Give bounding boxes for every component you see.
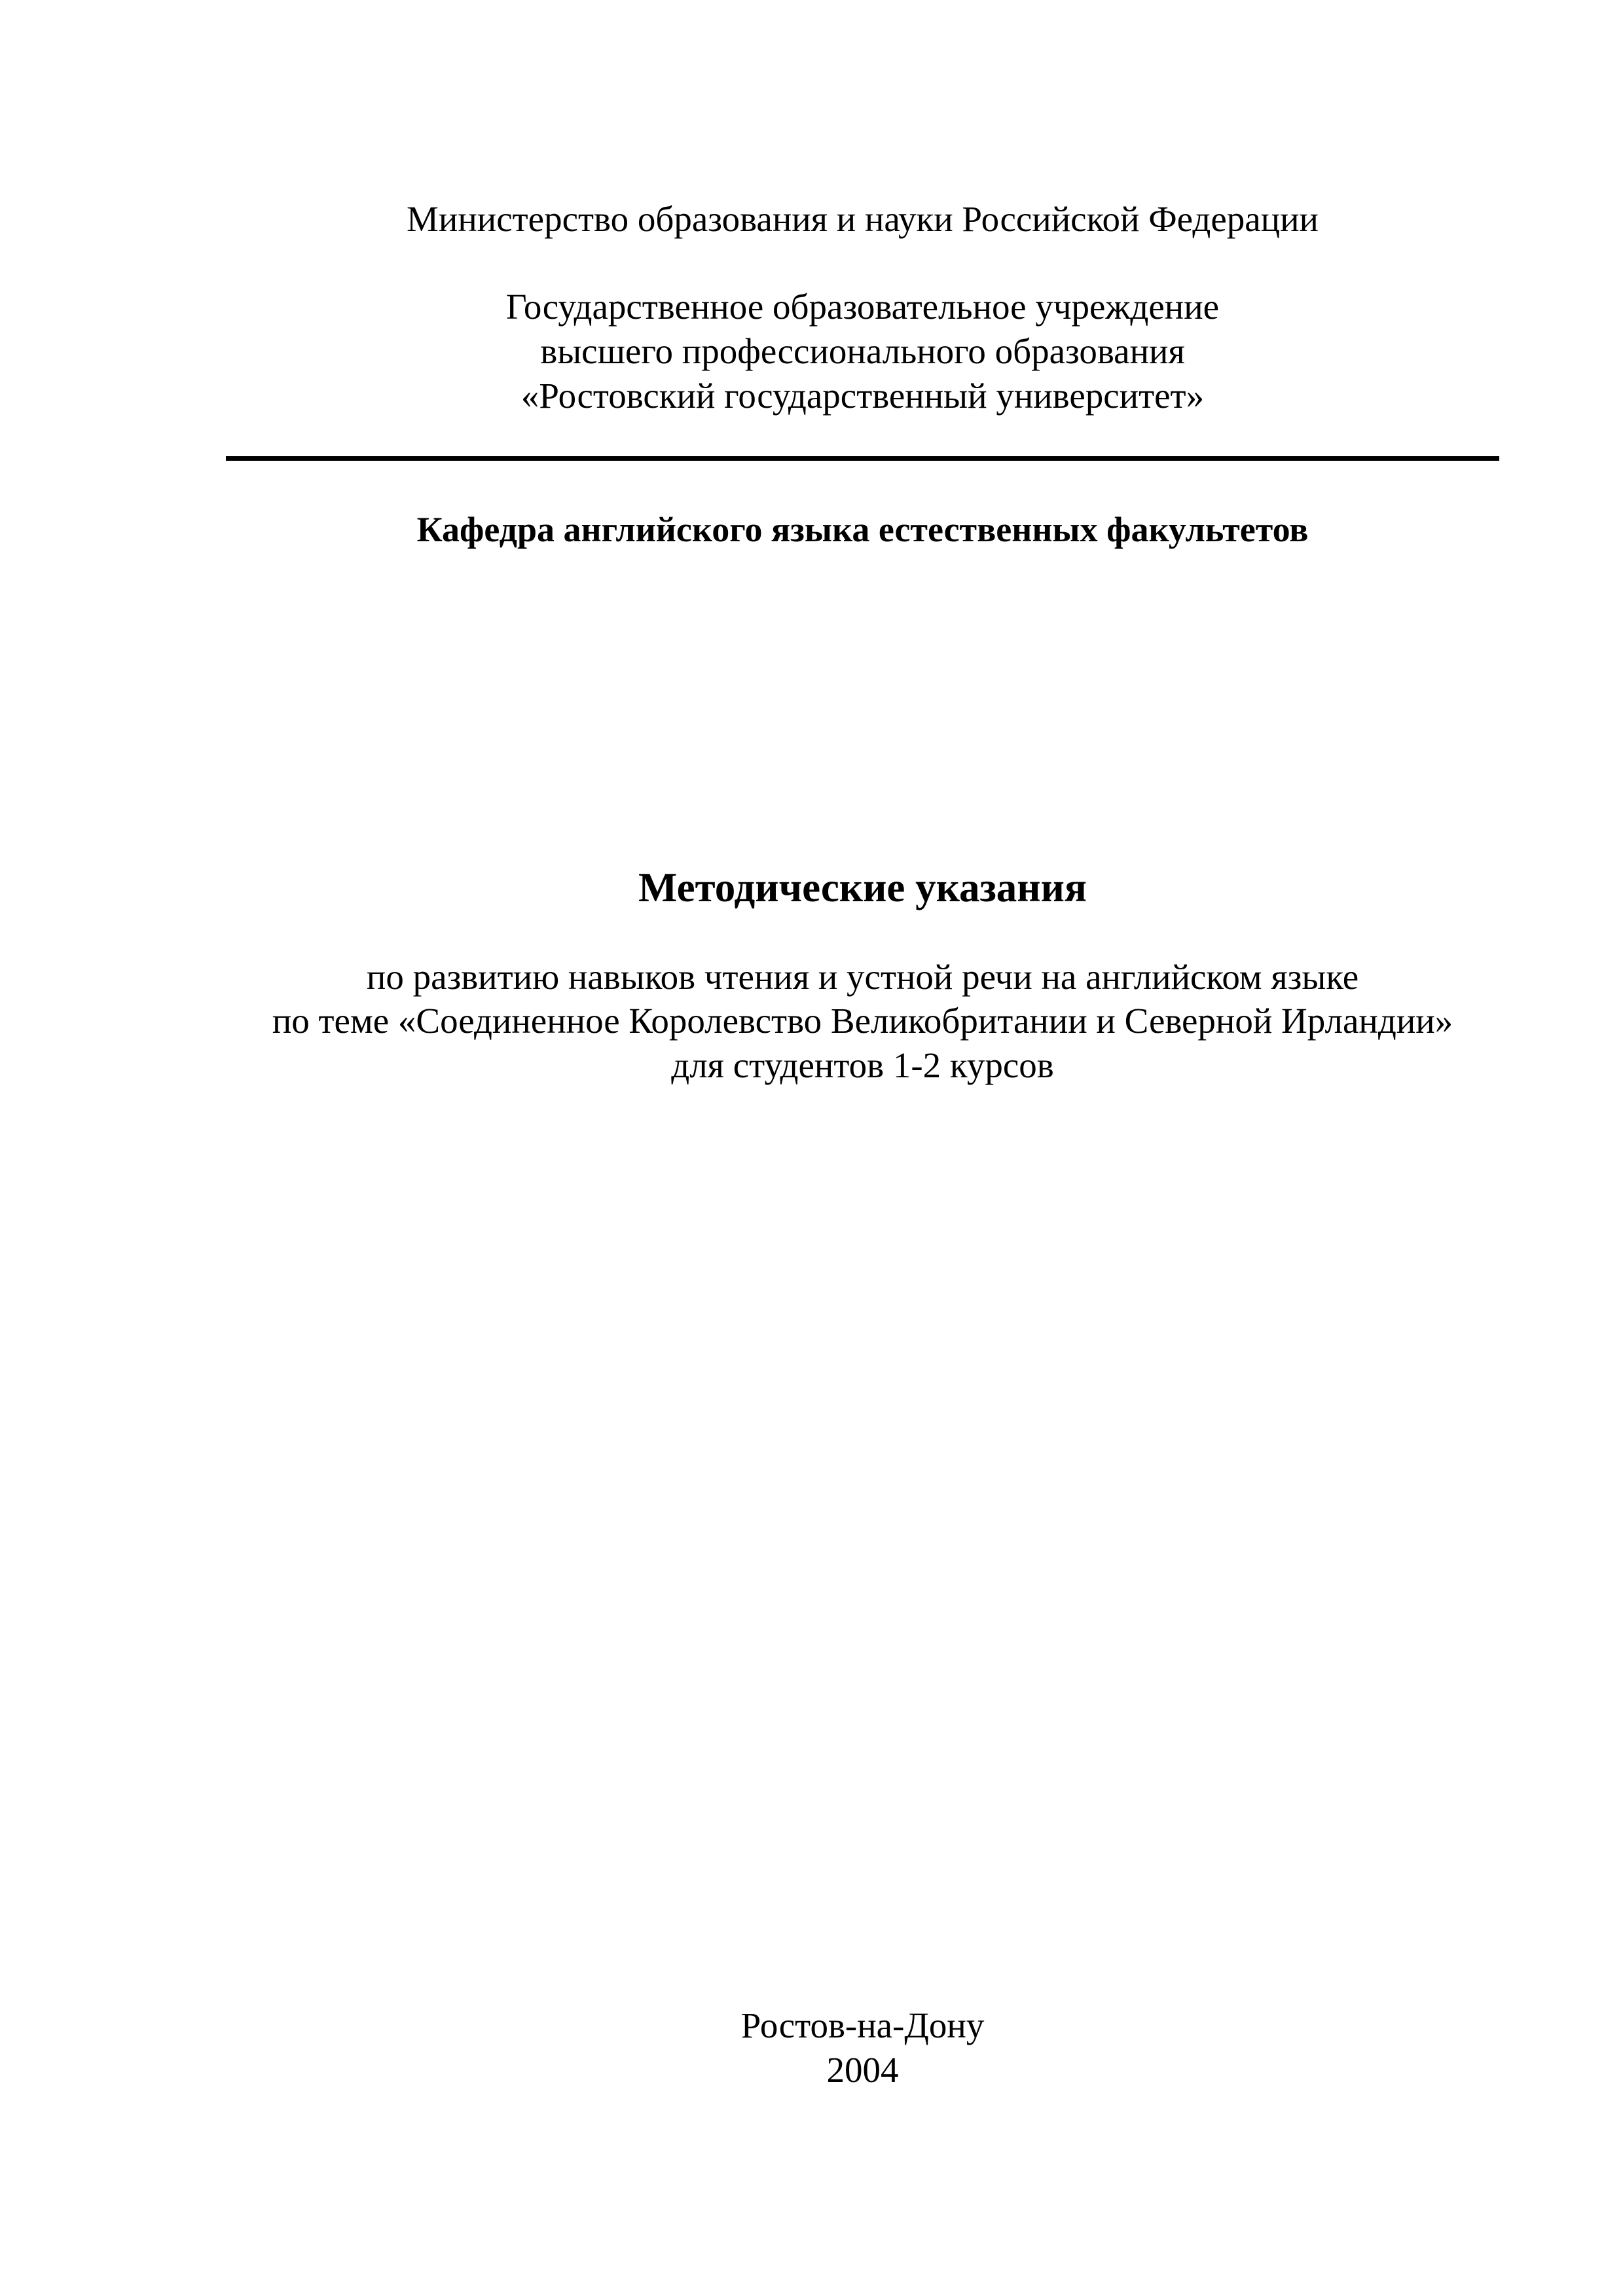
institution-line-2: высшего профессионального образования: [540, 331, 1185, 371]
document-title: Методические указания: [638, 865, 1087, 910]
subtitle-line-3: для студентов 1-2 курсов: [671, 1045, 1054, 1085]
institution-line-3: «Ростовский государственный университет»: [520, 376, 1205, 416]
publication-city: Ростов-на-Дону: [740, 2005, 985, 2045]
department-name: Кафедра английского языка естественных факультетов: [416, 510, 1309, 549]
subtitle-line-2: по теме «Соединенное Королевство Великобритании и Северной Ирландии»: [272, 1001, 1453, 1041]
ministry-name: Министерство образования и науки Российской Федерации: [407, 199, 1319, 239]
publication-year: 2004: [826, 2050, 899, 2090]
subtitle-line-1: по развитию навыков чтения и устной речи на английском языке: [366, 957, 1359, 997]
header-divider: [226, 456, 1499, 461]
institution-line-1: Государственное образовательное учреждение: [505, 287, 1220, 327]
